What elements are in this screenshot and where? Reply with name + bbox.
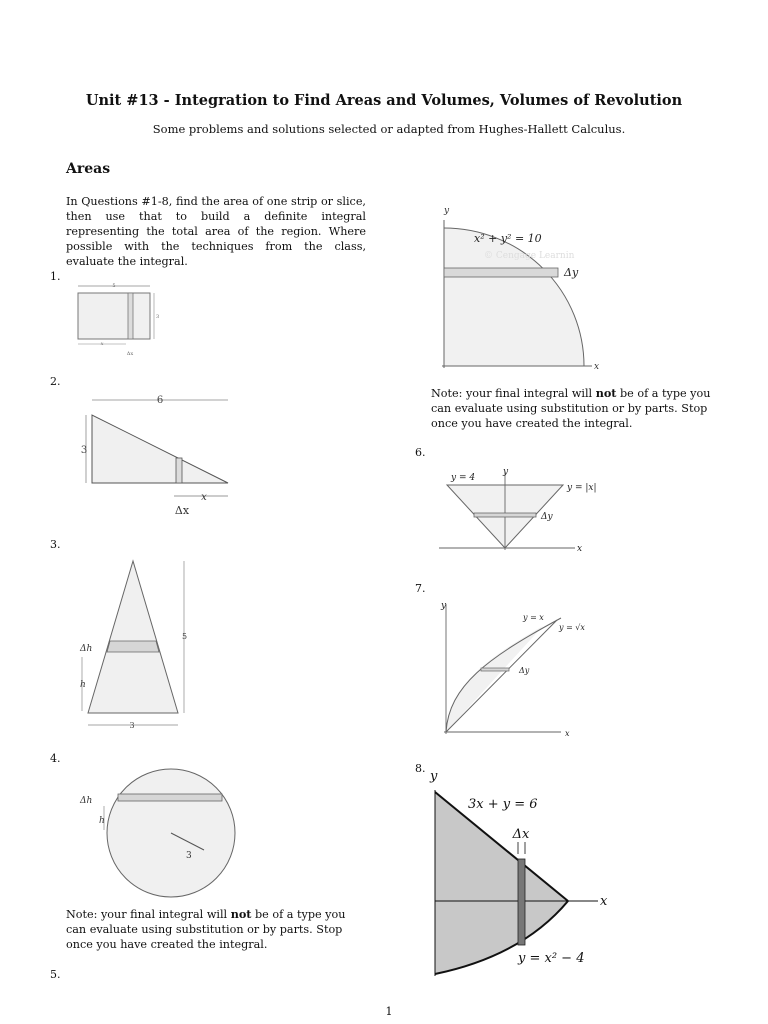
question-number-4: 4. xyxy=(50,752,61,765)
note-q4 xyxy=(66,907,366,952)
note-q5-bold: not xyxy=(595,386,617,400)
question-number-3: 3. xyxy=(50,538,61,551)
q8-line-equation: 3x + y = 6 xyxy=(468,797,538,812)
q1-width-label: 5 xyxy=(112,283,116,289)
note-q4-bold: not xyxy=(230,907,252,921)
q4-h-label: h xyxy=(99,816,105,826)
q7-strip xyxy=(481,668,509,671)
q7-y-axis-label: y xyxy=(441,601,447,611)
q8-curve-equation: y = x² − 4 xyxy=(518,951,585,966)
figure-q1-rectangle xyxy=(74,280,164,360)
question-number-5: 5. xyxy=(50,968,61,981)
q5-watermark: © Cengage Learnin xyxy=(484,251,575,261)
figure-q8-region xyxy=(422,766,622,981)
q7-line-y-equals-x xyxy=(446,620,557,732)
intro-paragraph: In Questions #1-8, find the area of one strip or slice, then use that to build a definite integral representing the total area of the region. Where possible with the techniques from the class, evaluate the integral. xyxy=(66,195,366,268)
q5-x-axis-label: x xyxy=(594,362,600,372)
q3-triangle xyxy=(88,561,178,713)
page-subtitle: Some problems and solutions selected or adapted from Hughes-Hallett Calculus. xyxy=(152,122,626,136)
note-q5 xyxy=(431,386,731,431)
q3-h-label: h xyxy=(80,680,86,690)
q7-equation-2: y = √x xyxy=(559,623,585,632)
q8-strip xyxy=(518,859,525,945)
q8-y-axis-label: y xyxy=(430,769,438,784)
q5-dy-label: Δy xyxy=(564,266,579,279)
q2-triangle xyxy=(92,415,228,483)
q8-x-axis-label: x xyxy=(600,894,608,909)
figure-q5-quarter-circle xyxy=(432,200,612,372)
figure-q3-triangle xyxy=(74,553,194,733)
q6-dy-label: Δy xyxy=(541,512,553,522)
q1-rectangle xyxy=(78,293,150,339)
figure-q2-triangle xyxy=(76,390,236,520)
q4-dh-label: Δh xyxy=(80,796,93,806)
section-heading: Areas xyxy=(66,161,111,177)
note-q4-text: Note: your final integral will xyxy=(66,908,231,921)
note-q4-text-end: be of a type you can evaluate using substitution or by parts. Stop once you have created the integral. xyxy=(66,908,346,951)
q6-right-equation: y = |x| xyxy=(567,483,597,493)
q3-base-label: 3 xyxy=(129,721,135,730)
question-number-8: 8. xyxy=(415,762,426,775)
question-number-6: 6. xyxy=(415,446,426,459)
question-number-7: 7. xyxy=(415,582,426,595)
q8-region xyxy=(435,792,568,974)
q3-strip xyxy=(107,641,159,652)
q2-width-label: 6 xyxy=(156,395,164,406)
q5-y-axis-label: y xyxy=(444,206,450,216)
q6-x-axis-label: x xyxy=(577,544,583,554)
page-number: 1 xyxy=(385,1005,393,1018)
page-title: Unit #13 - Integration to Find Areas and Volumes, Volumes of Revolution xyxy=(85,92,683,109)
q7-dy-label: Δy xyxy=(519,666,530,675)
q2-height-label: 3 xyxy=(80,445,88,456)
question-number-1: 1. xyxy=(50,270,61,283)
q4-radius-label: 3 xyxy=(186,851,192,861)
figure-q6-v-region xyxy=(437,462,617,557)
q1-height-label: 3 xyxy=(156,314,160,320)
q5-region xyxy=(444,228,584,366)
q1-x-label: x xyxy=(100,341,104,347)
q2-dx-label: Δx xyxy=(174,504,190,517)
q1-strip xyxy=(128,293,133,339)
q7-x-axis-label: x xyxy=(565,729,570,738)
q3-height-label: 5 xyxy=(182,632,188,641)
q4-strip xyxy=(118,794,222,801)
q2-strip xyxy=(176,458,182,483)
note-q5-text-end: be of a type you can evaluate using substitution or by parts. Stop once you have created the integral. xyxy=(431,387,711,430)
q8-dx-label: Δx xyxy=(512,827,530,842)
q6-left-equation: y = 4 xyxy=(451,473,476,483)
q1-dx-label: Δx xyxy=(126,351,134,357)
q6-strip xyxy=(474,513,536,517)
figure-q4-circle xyxy=(76,766,236,901)
q7-equation-1: y = x xyxy=(523,613,544,622)
q2-x-label: x xyxy=(201,492,207,503)
note-q5-text: Note: your final integral will xyxy=(431,387,596,400)
q3-dh-label: Δh xyxy=(80,644,93,654)
figure-q7-region xyxy=(437,596,617,741)
q6-y-axis-label: y xyxy=(503,467,509,477)
q5-strip xyxy=(444,268,558,277)
question-number-2: 2. xyxy=(50,375,61,388)
q5-equation: x² + y² = 10 xyxy=(474,232,542,245)
q7-region xyxy=(446,626,543,732)
